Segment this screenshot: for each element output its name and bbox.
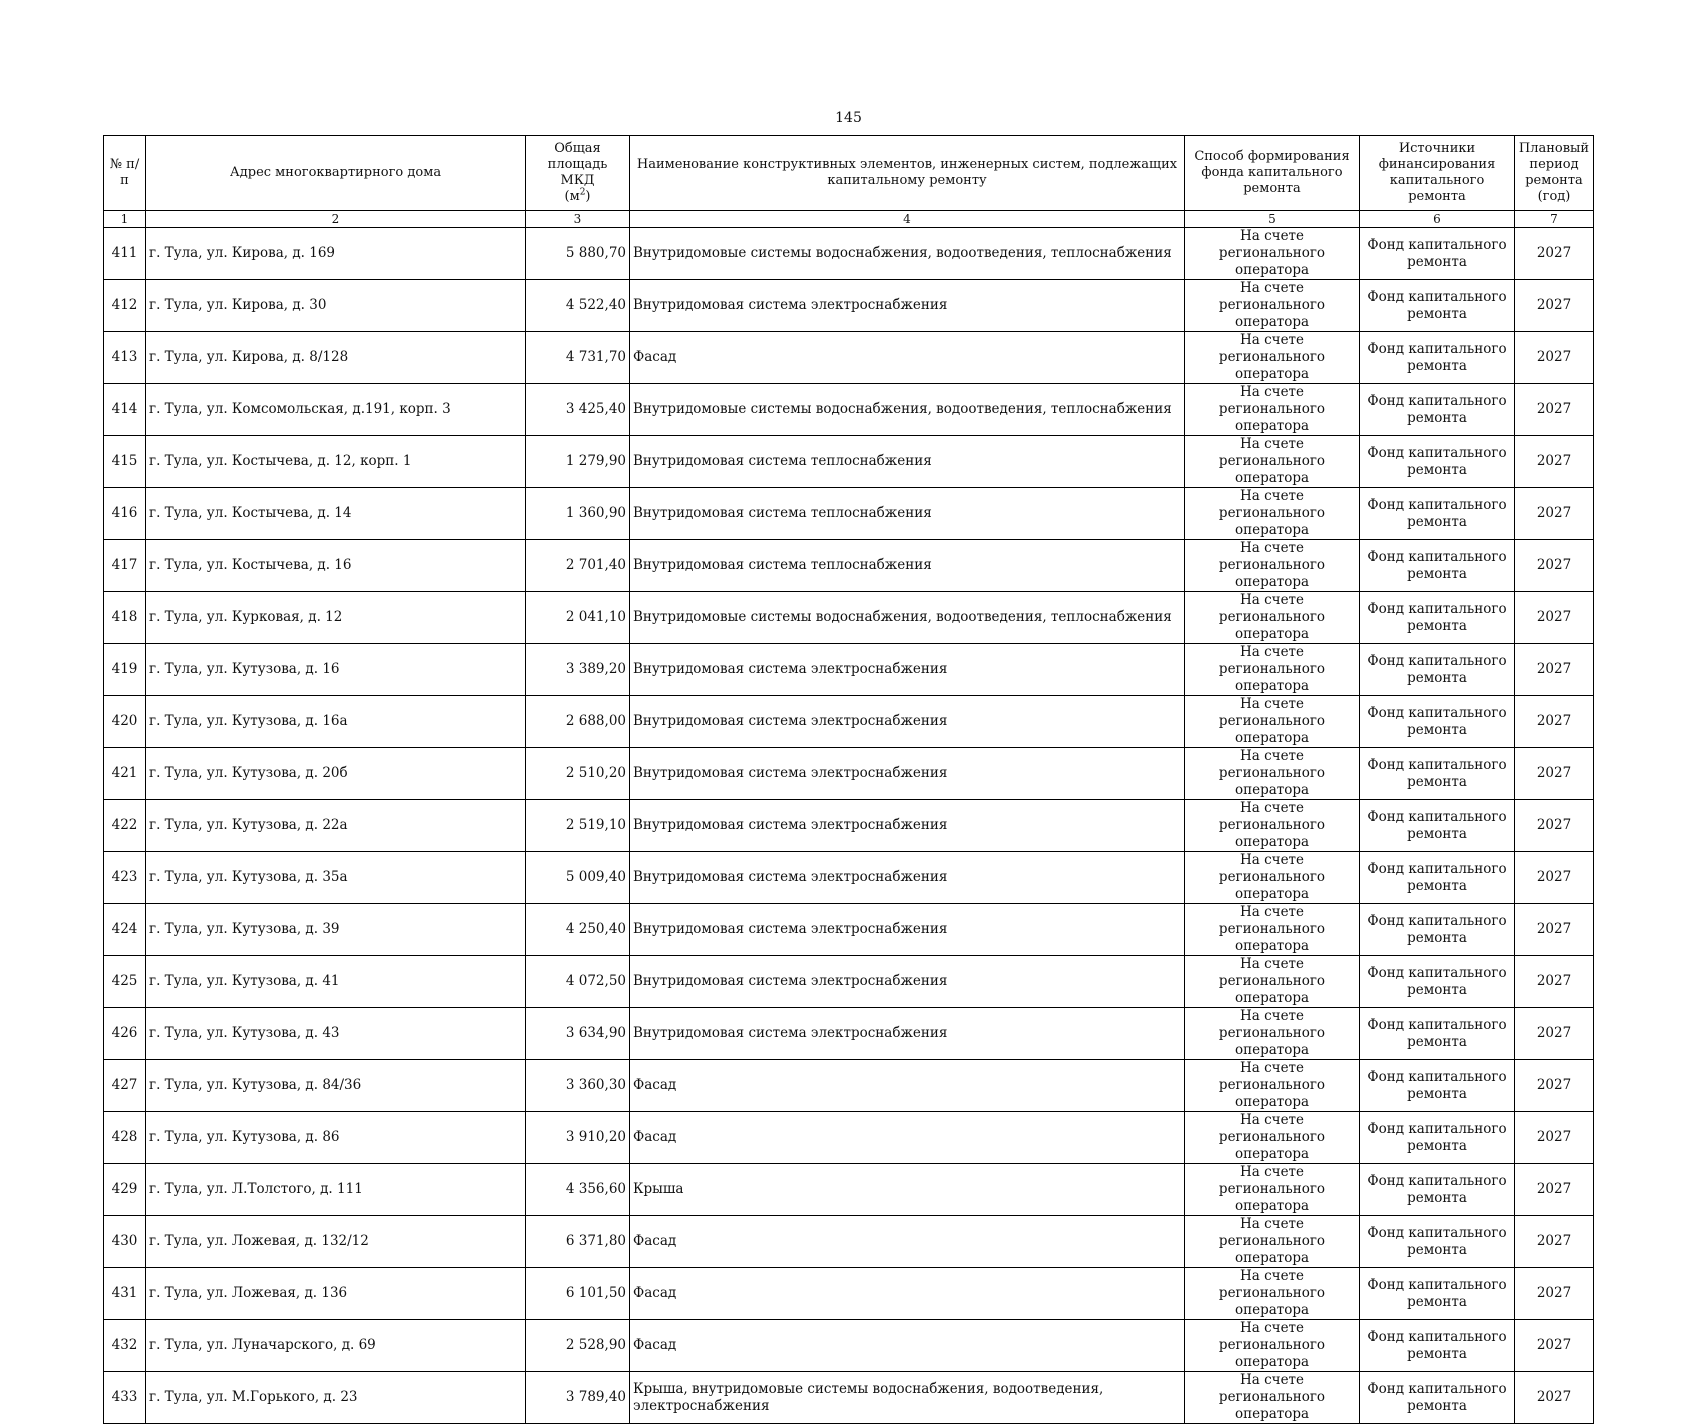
table-row (104, 644, 1594, 696)
area-cell: 2 688,00 (526, 696, 630, 748)
address-cell: г. Тула, ул. Кутузова, д. 22а (146, 800, 526, 852)
address-cell: г. Тула, ул. Костычева, д. 12, корп. 1 (146, 436, 526, 488)
elements-cell: Внутридомовая система электроснабжения (630, 696, 1185, 748)
column-number: 7 (1515, 211, 1594, 228)
table-row (104, 488, 1594, 540)
elements-cell: Внутридомовые системы водоснабжения, водоотведения, теплоснабжения (630, 228, 1185, 280)
table-row (104, 1372, 1594, 1424)
row-number: 425 (104, 956, 146, 1008)
funding-source-cell: Фонд капитального ремонта (1360, 332, 1515, 384)
column-number: 6 (1360, 211, 1515, 228)
address-cell: г. Тула, ул. Кутузова, д. 86 (146, 1112, 526, 1164)
area-cell: 5 009,40 (526, 852, 630, 904)
address-cell: г. Тула, ул. Кутузова, д. 35а (146, 852, 526, 904)
funding-source-cell: Фонд капитального ремонта (1360, 956, 1515, 1008)
funding-source-cell: Фонд капитального ремонта (1360, 852, 1515, 904)
planned-year-cell: 2027 (1515, 1060, 1594, 1112)
planned-year-cell: 2027 (1515, 592, 1594, 644)
header-area (526, 136, 630, 211)
funding-source-cell: Фонд капитального ремонта (1360, 1008, 1515, 1060)
area-cell: 2 519,10 (526, 800, 630, 852)
row-number: 411 (104, 228, 146, 280)
address-cell: г. Тула, ул. Луначарского, д. 69 (146, 1320, 526, 1372)
row-number: 431 (104, 1268, 146, 1320)
funding-source-cell: Фонд капитального ремонта (1360, 1268, 1515, 1320)
area-cell: 4 731,70 (526, 332, 630, 384)
planned-year-cell: 2027 (1515, 1372, 1594, 1424)
header-area-label: Общая площадь МКД (547, 141, 608, 188)
planned-year-cell: 2027 (1515, 228, 1594, 280)
planned-year-cell: 2027 (1515, 488, 1594, 540)
column-number: 5 (1185, 211, 1360, 228)
planned-year-cell: 2027 (1515, 852, 1594, 904)
planned-year-cell: 2027 (1515, 1216, 1594, 1268)
column-number: 4 (630, 211, 1185, 228)
row-number: 414 (104, 384, 146, 436)
fund-method-cell: На счете регионального оператора (1185, 1372, 1360, 1424)
table-row (104, 1268, 1594, 1320)
row-number: 413 (104, 332, 146, 384)
elements-cell: Внутридомовая система электроснабжения (630, 748, 1185, 800)
address-cell: г. Тула, ул. Кирова, д. 30 (146, 280, 526, 332)
planned-year-cell: 2027 (1515, 384, 1594, 436)
address-cell: г. Тула, ул. Ложевая, д. 132/12 (146, 1216, 526, 1268)
row-number: 427 (104, 1060, 146, 1112)
elements-cell: Внутридомовая система электроснабжения (630, 904, 1185, 956)
table-row (104, 384, 1594, 436)
fund-method-cell: На счете регионального оператора (1185, 228, 1360, 280)
address-cell: г. Тула, ул. Кирова, д. 8/128 (146, 332, 526, 384)
area-cell: 2 528,90 (526, 1320, 630, 1372)
header-source: Источники финансирования капитального ремонта (1360, 136, 1515, 211)
table-row (104, 1008, 1594, 1060)
area-cell: 3 425,40 (526, 384, 630, 436)
area-cell: 1 360,90 (526, 488, 630, 540)
fund-method-cell: На счете регионального оператора (1185, 904, 1360, 956)
elements-cell: Внутридомовая система электроснабжения (630, 644, 1185, 696)
fund-method-cell: На счете регионального оператора (1185, 280, 1360, 332)
table-row (104, 852, 1594, 904)
row-number: 418 (104, 592, 146, 644)
address-cell: г. Тула, ул. Кутузова, д. 20б (146, 748, 526, 800)
fund-method-cell: На счете регионального оператора (1185, 696, 1360, 748)
elements-cell: Фасад (630, 332, 1185, 384)
planned-year-cell: 2027 (1515, 800, 1594, 852)
address-cell: г. Тула, ул. М.Горького, д. 23 (146, 1372, 526, 1424)
funding-source-cell: Фонд капитального ремонта (1360, 1164, 1515, 1216)
funding-source-cell: Фонд капитального ремонта (1360, 488, 1515, 540)
funding-source-cell: Фонд капитального ремонта (1360, 1216, 1515, 1268)
funding-source-cell: Фонд капитального ремонта (1360, 384, 1515, 436)
column-number: 3 (526, 211, 630, 228)
row-number: 432 (104, 1320, 146, 1372)
row-number: 429 (104, 1164, 146, 1216)
area-cell: 6 101,50 (526, 1268, 630, 1320)
funding-source-cell: Фонд капитального ремонта (1360, 800, 1515, 852)
funding-source-cell: Фонд капитального ремонта (1360, 644, 1515, 696)
funding-source-cell: Фонд капитального ремонта (1360, 540, 1515, 592)
header-area-unit: $(м^2)$ (564, 187, 591, 204)
table-row (104, 800, 1594, 852)
address-cell: г. Тула, ул. Кутузова, д. 43 (146, 1008, 526, 1060)
address-cell: г. Тула, ул. Костычева, д. 16 (146, 540, 526, 592)
planned-year-cell: 2027 (1515, 436, 1594, 488)
funding-source-cell: Фонд капитального ремонта (1360, 1320, 1515, 1372)
row-number: 421 (104, 748, 146, 800)
header-num: № п/п (104, 136, 146, 211)
area-cell: 2 041,10 (526, 592, 630, 644)
elements-cell: Крыша, внутридомовые системы водоснабжения, водоотведения, электроснабжения (630, 1372, 1185, 1424)
row-number: 428 (104, 1112, 146, 1164)
table-row (104, 1216, 1594, 1268)
planned-year-cell: 2027 (1515, 644, 1594, 696)
row-number: 420 (104, 696, 146, 748)
elements-cell: Внутридомовая система электроснабжения (630, 280, 1185, 332)
address-cell: г. Тула, ул. Кутузова, д. 84/36 (146, 1060, 526, 1112)
address-cell: г. Тула, ул. Кутузова, д. 39 (146, 904, 526, 956)
area-cell: 3 389,20 (526, 644, 630, 696)
planned-year-cell: 2027 (1515, 696, 1594, 748)
table-row (104, 280, 1594, 332)
fund-method-cell: На счете регионального оператора (1185, 592, 1360, 644)
fund-method-cell: На счете регионального оператора (1185, 332, 1360, 384)
planned-year-cell: 2027 (1515, 956, 1594, 1008)
area-cell: 4 522,40 (526, 280, 630, 332)
fund-method-cell: На счете регионального оператора (1185, 488, 1360, 540)
table-row (104, 1164, 1594, 1216)
area-cell: 3 360,30 (526, 1060, 630, 1112)
table-body (104, 228, 1594, 1424)
row-number: 415 (104, 436, 146, 488)
funding-source-cell: Фонд капитального ремонта (1360, 228, 1515, 280)
area-cell: 3 789,40 (526, 1372, 630, 1424)
area-cell: 4 250,40 (526, 904, 630, 956)
funding-source-cell: Фонд капитального ремонта (1360, 436, 1515, 488)
address-cell: г. Тула, ул. Кутузова, д. 16 (146, 644, 526, 696)
fund-method-cell: На счете регионального оператора (1185, 800, 1360, 852)
funding-source-cell: Фонд капитального ремонта (1360, 748, 1515, 800)
table-row (104, 904, 1594, 956)
elements-cell: Внутридомовая система теплоснабжения (630, 540, 1185, 592)
elements-cell: Внутридомовая система электроснабжения (630, 956, 1185, 1008)
table-row (104, 436, 1594, 488)
elements-cell: Внутридомовая система электроснабжения (630, 852, 1185, 904)
planned-year-cell: 2027 (1515, 1164, 1594, 1216)
address-cell: г. Тула, ул. Костычева, д. 14 (146, 488, 526, 540)
address-cell: г. Тула, ул. Л.Толстого, д. 111 (146, 1164, 526, 1216)
table-row (104, 1112, 1594, 1164)
address-cell: г. Тула, ул. Кутузова, д. 41 (146, 956, 526, 1008)
fund-method-cell: На счете регионального оператора (1185, 1320, 1360, 1372)
row-number: 424 (104, 904, 146, 956)
area-cell: 2 510,20 (526, 748, 630, 800)
table-row (104, 1060, 1594, 1112)
elements-cell: Фасад (630, 1112, 1185, 1164)
planned-year-cell: 2027 (1515, 1320, 1594, 1372)
header-period: Плановый период ремонта (год) (1515, 136, 1594, 211)
elements-cell: Фасад (630, 1060, 1185, 1112)
row-number: 416 (104, 488, 146, 540)
fund-method-cell: На счете регионального оператора (1185, 540, 1360, 592)
table-row (104, 332, 1594, 384)
header-row (104, 136, 1594, 211)
address-cell: г. Тула, ул. Ложевая, д. 136 (146, 1268, 526, 1320)
fund-method-cell: На счете регионального оператора (1185, 1112, 1360, 1164)
fund-method-cell: На счете регионального оператора (1185, 852, 1360, 904)
row-number: 419 (104, 644, 146, 696)
planned-year-cell: 2027 (1515, 540, 1594, 592)
elements-cell: Внутридомовые системы водоснабжения, водоотведения, теплоснабжения (630, 592, 1185, 644)
planned-year-cell: 2027 (1515, 332, 1594, 384)
planned-year-cell: 2027 (1515, 1008, 1594, 1060)
address-cell: г. Тула, ул. Курковая, д. 12 (146, 592, 526, 644)
area-cell: 2 701,40 (526, 540, 630, 592)
address-cell: г. Тула, ул. Кирова, д. 169 (146, 228, 526, 280)
table-row (104, 592, 1594, 644)
planned-year-cell: 2027 (1515, 904, 1594, 956)
elements-cell: Внутридомовые системы водоснабжения, водоотведения, теплоснабжения (630, 384, 1185, 436)
fund-method-cell: На счете регионального оператора (1185, 644, 1360, 696)
funding-source-cell: Фонд капитального ремонта (1360, 1060, 1515, 1112)
address-cell: г. Тула, ул. Комсомольская, д.191, корп. 3 (146, 384, 526, 436)
area-cell: 6 371,80 (526, 1216, 630, 1268)
fund-method-cell: На счете регионального оператора (1185, 1008, 1360, 1060)
row-number: 412 (104, 280, 146, 332)
row-number: 423 (104, 852, 146, 904)
table-row (104, 696, 1594, 748)
planned-year-cell: 2027 (1515, 280, 1594, 332)
funding-source-cell: Фонд капитального ремонта (1360, 592, 1515, 644)
elements-cell: Внутридомовая система теплоснабжения (630, 436, 1185, 488)
fund-method-cell: На счете регионального оператора (1185, 384, 1360, 436)
funding-source-cell: Фонд капитального ремонта (1360, 904, 1515, 956)
funding-source-cell: Фонд капитального ремонта (1360, 280, 1515, 332)
elements-cell: Крыша (630, 1164, 1185, 1216)
area-cell: 4 356,60 (526, 1164, 630, 1216)
fund-method-cell: На счете регионального оператора (1185, 1268, 1360, 1320)
fund-method-cell: На счете регионального оператора (1185, 1060, 1360, 1112)
funding-source-cell: Фонд капитального ремонта (1360, 1372, 1515, 1424)
fund-method-cell: На счете регионального оператора (1185, 956, 1360, 1008)
table-row (104, 540, 1594, 592)
elements-cell: Внутридомовая система электроснабжения (630, 800, 1185, 852)
column-number-row (104, 211, 1594, 228)
area-cell: 3 634,90 (526, 1008, 630, 1060)
row-number: 422 (104, 800, 146, 852)
header-fund: Способ формирования фонда капитального ремонта (1185, 136, 1360, 211)
elements-cell: Фасад (630, 1216, 1185, 1268)
column-number: 2 (146, 211, 526, 228)
header-elements: Наименование конструктивных элементов, инженерных систем, подлежащих капитальному ремонту (630, 136, 1185, 211)
planned-year-cell: 2027 (1515, 748, 1594, 800)
planned-year-cell: 2027 (1515, 1112, 1594, 1164)
area-cell: 3 910,20 (526, 1112, 630, 1164)
area-cell: 4 072,50 (526, 956, 630, 1008)
elements-cell: Фасад (630, 1320, 1185, 1372)
row-number: 417 (104, 540, 146, 592)
row-number: 426 (104, 1008, 146, 1060)
planned-year-cell: 2027 (1515, 1268, 1594, 1320)
fund-method-cell: На счете регионального оператора (1185, 436, 1360, 488)
address-cell: г. Тула, ул. Кутузова, д. 16а (146, 696, 526, 748)
elements-cell: Фасад (630, 1268, 1185, 1320)
header-address: Адрес многоквартирного дома (146, 136, 526, 211)
table-row (104, 228, 1594, 280)
page-number: 145 (835, 110, 862, 126)
fund-method-cell: На счете регионального оператора (1185, 748, 1360, 800)
fund-method-cell: На счете регионального оператора (1185, 1164, 1360, 1216)
funding-source-cell: Фонд капитального ремонта (1360, 696, 1515, 748)
row-number: 430 (104, 1216, 146, 1268)
table-row (104, 956, 1594, 1008)
elements-cell: Внутридомовая система электроснабжения (630, 1008, 1185, 1060)
fund-method-cell: На счете регионального оператора (1185, 1216, 1360, 1268)
elements-cell: Внутридомовая система теплоснабжения (630, 488, 1185, 540)
row-number: 433 (104, 1372, 146, 1424)
area-cell: 1 279,90 (526, 436, 630, 488)
funding-source-cell: Фонд капитального ремонта (1360, 1112, 1515, 1164)
table-row (104, 748, 1594, 800)
area-cell: 5 880,70 (526, 228, 630, 280)
repair-plan-table (103, 135, 1594, 1424)
column-number: 1 (104, 211, 146, 228)
table-row (104, 1320, 1594, 1372)
